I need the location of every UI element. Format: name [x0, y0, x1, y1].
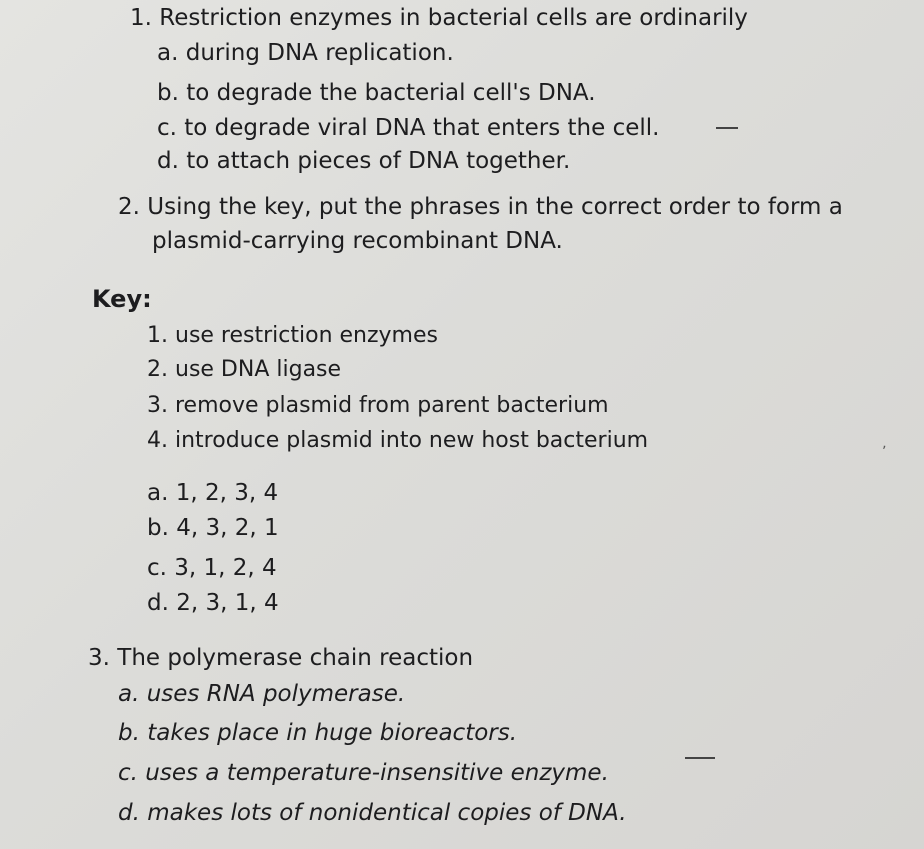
choice-text: takes place in huge bioreactors.: [147, 720, 518, 746]
choice-letter: d.: [157, 148, 179, 174]
key-item-2: [147, 356, 341, 384]
choice-text: 1, 2, 3, 4: [175, 480, 279, 506]
choice-text: uses RNA polymerase.: [146, 681, 406, 707]
q2-stem-line1: [118, 193, 843, 221]
q2-choice-c[interactable]: [147, 554, 277, 582]
q3-number: 3.: [88, 645, 110, 671]
choice-letter: d.: [118, 800, 140, 826]
choice-text: to degrade viral DNA that enters the cell.: [184, 115, 660, 141]
pen-mark: [685, 757, 715, 759]
q1-stem-text: Restriction enzymes in bacterial cells are ordinarily: [159, 5, 748, 31]
q2-choice-b[interactable]: [147, 514, 279, 542]
key-num: 2.: [147, 357, 168, 382]
q2-choice-d[interactable]: [147, 589, 279, 617]
choice-text: 4, 3, 2, 1: [176, 515, 279, 541]
choice-text: during DNA replication.: [185, 40, 454, 66]
choice-letter: b.: [118, 720, 140, 746]
choice-text: makes lots of nonidentical copies of DNA.: [147, 800, 627, 826]
stray-mark: ʼ: [882, 444, 887, 460]
choice-letter: c.: [157, 115, 177, 141]
choice-letter: b.: [147, 515, 169, 541]
choice-letter: d.: [147, 590, 169, 616]
q3-choice-d[interactable]: [118, 799, 627, 827]
key-item-1: [147, 322, 438, 350]
choice-text: 3, 1, 2, 4: [174, 555, 277, 581]
q1-choice-b[interactable]: [157, 79, 596, 107]
pen-mark: [716, 127, 738, 129]
q3-stem-text: The polymerase chain reaction: [117, 645, 474, 671]
q2-choice-a[interactable]: [147, 479, 278, 507]
q2-stem-text: Using the key, put the phrases in the correct order to form a: [147, 194, 843, 220]
choice-text: uses a temperature-insensitive enzyme.: [145, 760, 609, 786]
choice-text: to attach pieces of DNA together.: [186, 148, 571, 174]
choice-text: 2, 3, 1, 4: [176, 590, 279, 616]
q1-stem: [130, 4, 748, 32]
q2-stem-line2: plasmid-carrying recombinant DNA.: [152, 228, 563, 254]
q1-choice-c[interactable]: [157, 114, 659, 142]
key-num: 1.: [147, 323, 168, 348]
q1-number: 1.: [130, 5, 152, 31]
choice-letter: a.: [147, 480, 169, 506]
choice-text: to degrade the bacterial cell's DNA.: [186, 80, 596, 106]
choice-letter: a.: [157, 40, 179, 66]
key-num: 4.: [147, 428, 168, 453]
q3-choice-b[interactable]: [118, 719, 517, 747]
q1-choice-d[interactable]: [157, 147, 570, 175]
choice-letter: c.: [147, 555, 167, 581]
choice-letter: a.: [118, 681, 140, 707]
key-text: remove plasmid from parent bacterium: [175, 393, 609, 418]
key-text: use restriction enzymes: [175, 323, 438, 348]
key-item-3: [147, 392, 609, 420]
key-text: introduce plasmid into new host bacterium: [175, 428, 649, 453]
q1-choice-a[interactable]: [157, 39, 454, 67]
choice-letter: c.: [118, 760, 138, 786]
q3-choice-c[interactable]: [118, 759, 609, 787]
choice-letter: b.: [157, 80, 179, 106]
key-text: use DNA ligase: [175, 357, 342, 382]
key-label: Key:: [92, 285, 152, 313]
q3-choice-a[interactable]: [118, 680, 405, 708]
q3-stem: [88, 644, 473, 672]
key-num: 3.: [147, 393, 168, 418]
key-item-4: [147, 427, 648, 455]
q2-number: 2.: [118, 194, 140, 220]
